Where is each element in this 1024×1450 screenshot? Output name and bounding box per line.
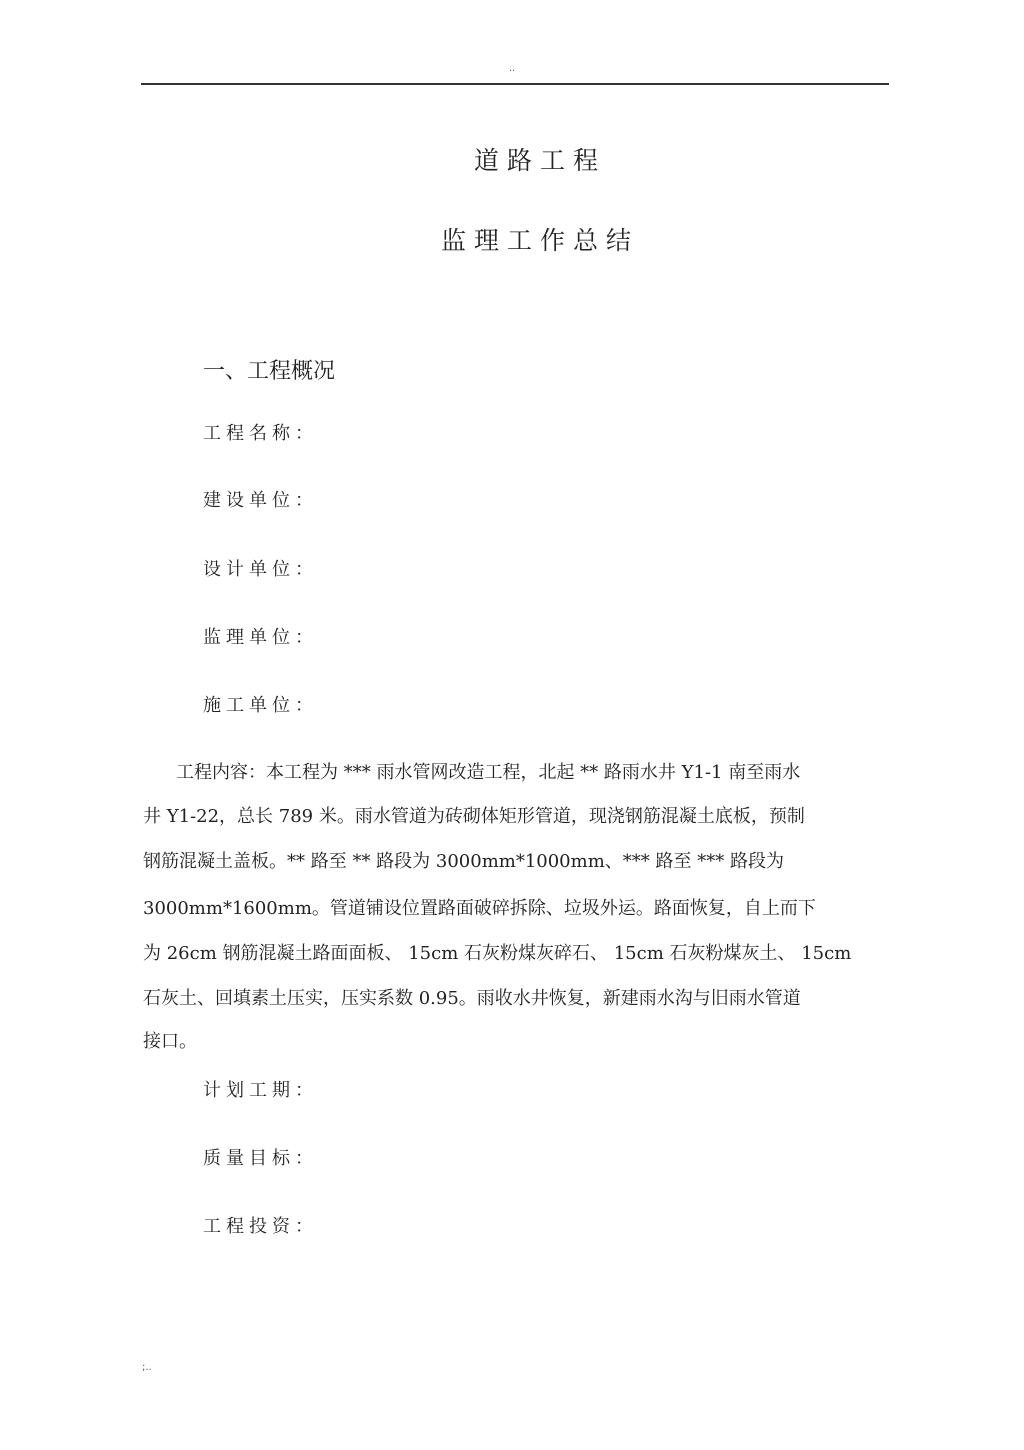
- footer-mark: ;..: [142, 1362, 152, 1373]
- field-quality-target: 质量目标：: [203, 1148, 318, 1169]
- content-line: 工程内容：本工程为 *** 雨水管网改造工程，北起 ** 路雨水井 Y1-1 南至雨水: [176, 762, 801, 783]
- field-supervisor: 监理单位：: [203, 627, 318, 648]
- field-contractor: 施工单位：: [203, 695, 318, 716]
- field-schedule: 计划工期：: [203, 1080, 318, 1101]
- field-investment: 工程投资：: [203, 1216, 318, 1237]
- content-line: 井 Y1-22，总长 789 米。雨水管道为砖砌体矩形管道，现浇钢筋混凝土底板，预制: [143, 806, 805, 827]
- section-heading: 一、工程概况: [203, 359, 336, 384]
- content-line: 石灰土、回填素土压实，压实系数 0.95。雨收水井恢复，新建雨水沟与旧雨水管道: [143, 988, 801, 1009]
- field-project-name: 工程名称：: [203, 423, 318, 444]
- document-subtitle: 监理工作总结: [440, 226, 639, 255]
- content-line: 钢筋混凝土盖板。** 路至 ** 路段为 3000mm*1000mm、*** 路至 *** 路段为: [143, 851, 784, 872]
- content-line: 接口。: [143, 1031, 197, 1052]
- field-owner: 建设单位：: [203, 490, 318, 511]
- header-rule: [141, 83, 889, 85]
- document-title: 道路工程: [473, 146, 606, 175]
- field-designer: 设计单位：: [203, 559, 318, 580]
- header-mark: ..: [508, 63, 516, 74]
- content-line: 3000mm*1600mm。管道铺设位置路面破碎拆除、垃圾外运。路面恢复，自上而下: [143, 898, 816, 919]
- content-line: 为 26cm 钢筋混凝土路面面板、 15cm 石灰粉煤灰碎石、 15cm 石灰粉煤灰土、 15cm: [143, 943, 852, 964]
